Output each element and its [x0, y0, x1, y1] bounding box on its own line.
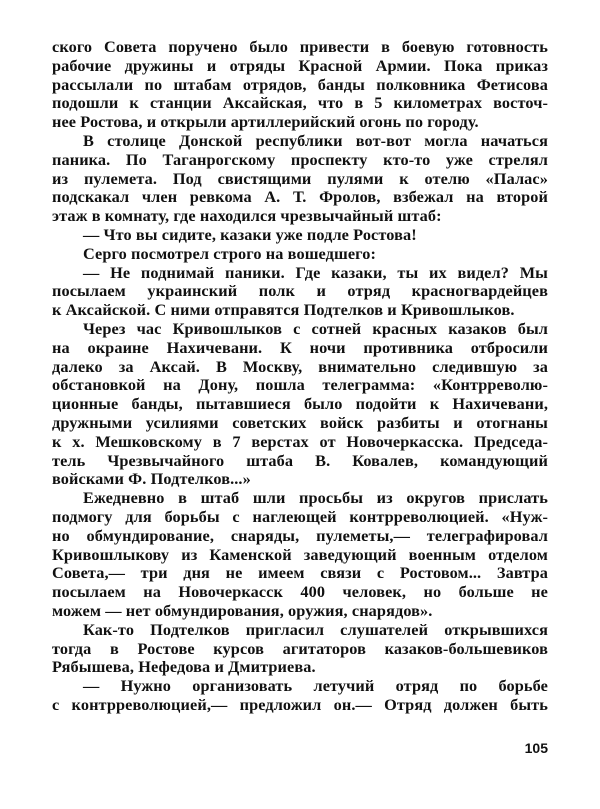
text-line: к Аксайской. С ними отправятся Подтелков и Кривошлыков. [52, 300, 515, 320]
paragraph [52, 245, 548, 264]
text-line: рассылали по штабам отрядов, банды полковника Фетисова [52, 74, 548, 94]
paragraph [52, 38, 548, 132]
text-line: рабочие дружины и отряды Красной Армии. Пока приказ [52, 55, 548, 75]
text-line: дружными усилиями советских войск разбиты и отогнаны [52, 412, 548, 432]
text-line: далеко за Аксай. В Москву, внимательно следившую за [52, 356, 548, 376]
text-line: этаж в комнату, где находился чрезвычайный штаб: [52, 206, 442, 226]
text-line: подмогу для борьбы с наглеющей контрреволюцией. «Нуж- [52, 506, 548, 526]
paragraph [52, 226, 548, 245]
text-line: Серго посмотрел строго на вошедшего: [83, 243, 377, 263]
text-line: посылаем на Новочеркасск 400 человек, но больше не [52, 582, 548, 602]
text-line: посылаем украинский полк и отряд красногвардейцев [52, 281, 548, 301]
page-number: 105 [524, 740, 548, 756]
text-line: с контрреволюцией,— предложил он.— Отряд должен быть [52, 694, 548, 714]
text-line: Кривошлыкову из Каменской заведующий военным отделом [52, 544, 548, 564]
text-line: Рябышева, Нефедова и Дмитриева. [52, 657, 316, 677]
text-line: Ежедневно в штаб шли просьбы из округов прислать [83, 488, 548, 508]
text-line: паника. По Таганрогскому проспекту кто-то уже стрелял [52, 149, 548, 169]
text-line: — Что вы сидите, казаки уже подле Ростова! [83, 224, 417, 244]
text-line: но обмундирование, снаряды, пулеметы,— телеграфировал [52, 525, 548, 545]
text-line: нее Ростова, и открыли артиллерийский огонь по городу. [52, 112, 479, 132]
paragraph [52, 132, 548, 226]
text-line: войсками Ф. Подтелков...» [52, 469, 251, 489]
paragraph [52, 621, 548, 677]
text-line: к х. Мешковскому в 7 верстах от Новочеркасска. Председа- [52, 431, 548, 451]
paragraph [52, 320, 548, 489]
paragraph [52, 677, 548, 715]
paragraph [52, 489, 548, 621]
text-line: — Нужно организовать летучий отряд по борьбе [83, 676, 548, 696]
text-line: Через час Кривошлыков с сотней красных казаков был [83, 318, 548, 338]
text-line: обстановкой на Дону, пошла телеграмма: «Контрреволю- [52, 375, 548, 395]
text-line: ционные банды, пытавшиеся было подойти к Нахичевани, [52, 394, 548, 414]
text-line: Как-то Подтелков пригласил слушателей открывшихся [83, 619, 548, 639]
text-line: Совета,— три дня не имеем связи с Ростовом... Завтра [52, 563, 548, 583]
text-line: подскакал член ревкома А. Т. Фролов, взбежал на второй [52, 187, 548, 207]
text-line: можем — нет обмундирования, оружия, снарядов». [52, 600, 433, 620]
text-line: тель Чрезвычайного штаба В. Ковалев, командующий [52, 450, 548, 470]
book-page-text [52, 38, 548, 715]
text-line: В столице Донской республики вот-вот могла начаться [83, 130, 548, 150]
text-line: подошли к станции Аксайская, что в 5 километрах восточ- [52, 93, 548, 113]
paragraph [52, 264, 548, 320]
text-line: на окраине Нахичевани. К ночи противника отбросили [52, 337, 548, 357]
text-line: ского Совета поручено было привести в боевую готовность [52, 37, 548, 56]
text-line: — Не поднимай паники. Где казаки, ты их видел? Мы [83, 262, 548, 282]
text-line: тогда в Ростове курсов агитаторов казаков-большевиков [52, 638, 548, 658]
text-line: из пулемета. Под свистящими пулями к отелю «Палас» [52, 168, 548, 188]
